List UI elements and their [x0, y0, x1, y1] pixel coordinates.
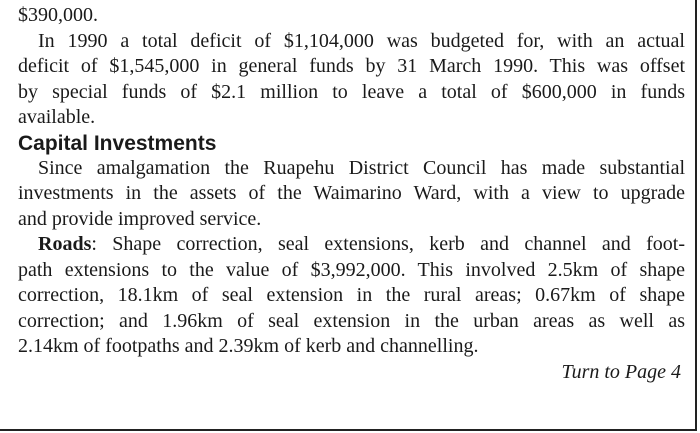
roads-line-1 — [18, 232, 685, 258]
article-body — [18, 3, 685, 385]
paragraph-top-line: $390,000. — [18, 4, 98, 26]
amalgamation-line-3: and provide improved service. — [18, 207, 262, 230]
roads-line-3: correction, 18.1km of seal extension in the rural areas; 0.67km of shape — [18, 284, 685, 306]
roads-line-5: 2.14km of footpaths and 2.39km of kerb and channelling. — [18, 335, 479, 357]
paragraph-deficit — [18, 29, 685, 131]
deficit-line-3: by special funds of $2.1 million to leave a total of $600,000 in funds — [18, 80, 685, 103]
paragraph-amalgamation — [18, 156, 685, 233]
column-border-bottom — [0, 429, 697, 431]
roads-line-4: correction; and 1.96km of seal extension in the urban areas as well as — [18, 309, 685, 332]
deficit-line-4: available. — [18, 106, 96, 128]
roads-line-1-rest: : Shape correction, seal extensions, kerb and channel and foot- — [91, 233, 685, 255]
amalgamation-line-1: Since amalgamation the Ruapehu District Council has made substantial — [38, 156, 685, 179]
deficit-line-1: In 1990 a total deficit of $1,104,000 was budgeted for, with an actual — [38, 29, 685, 52]
amalgamation-line-2: investments in the assets of the Waimarino Ward, with a view to upgrade — [18, 182, 685, 204]
roads-line-2: path extensions to the value of $3,992,000. This involved 2.5km of shape — [18, 258, 685, 281]
paragraph-roads — [18, 232, 685, 360]
roads-lead: Roads — [38, 233, 92, 255]
continuation-note: Turn to Page 4 — [561, 360, 681, 383]
column-border-right — [695, 0, 697, 431]
deficit-line-2: deficit of $1,545,000 in general funds by 31 March 1990. This was offset — [18, 55, 685, 77]
section-heading: Capital Investments — [18, 131, 217, 155]
